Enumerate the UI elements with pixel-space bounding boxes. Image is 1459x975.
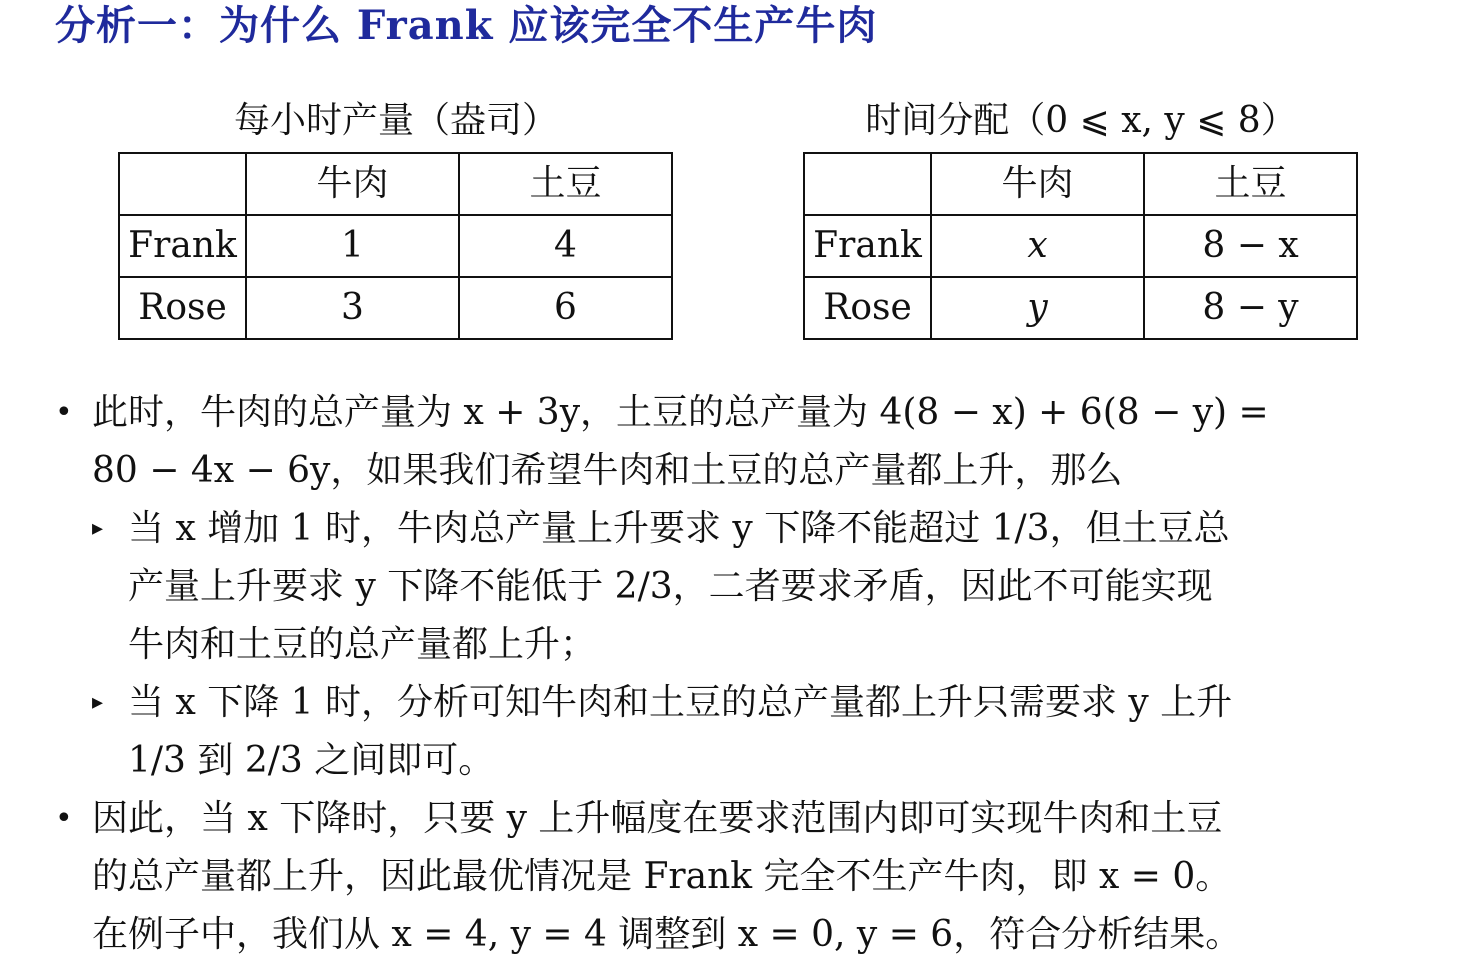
bullet-2-line-3: 在例子中，我们从 x = 4, y = 4 调整到 x = 0, y = 6，符合分析结果。	[92, 914, 1242, 955]
sub-bullet-2-line-1: 当 x 下降 1 时，分析可知牛肉和土豆的总产量都上升只需要求 y 上升	[128, 682, 1233, 723]
table-corner-cell	[804, 153, 931, 215]
table-row	[804, 277, 1357, 339]
bullet-dot-icon: •	[55, 395, 73, 430]
beef-value: y	[931, 277, 1144, 339]
beef-value: x	[931, 215, 1144, 277]
sub-bullet-triangle-icon: ▸	[92, 690, 104, 715]
table-row	[119, 215, 672, 277]
sub-bullet-1-line-2: 产量上升要求 y 下降不能低于 2/3，二者要求矛盾，因此不可能实现	[128, 566, 1213, 607]
potato-value: 4	[459, 215, 672, 277]
sub-bullet-triangle-icon: ▸	[92, 516, 104, 541]
table-corner-cell	[119, 153, 246, 215]
header-beef: 牛肉	[246, 153, 459, 215]
header-beef: 牛肉	[931, 153, 1144, 215]
table-row	[804, 215, 1357, 277]
table-row	[119, 277, 672, 339]
sub-bullet-1-line-1: 当 x 增加 1 时，牛肉总产量上升要求 y 下降不能超过 1/3，但土豆总	[128, 508, 1230, 549]
production-table	[118, 152, 673, 340]
bullet-dot-icon: •	[55, 801, 73, 836]
row-name: Frank	[804, 215, 931, 277]
table-header-row	[119, 153, 672, 215]
header-potato: 土豆	[1144, 153, 1357, 215]
row-name: Rose	[804, 277, 931, 339]
right-table-caption: 时间分配（0 ⩽ x, y ⩽ 8）	[865, 100, 1297, 141]
page-title: 分析一：为什么 Frank 应该完全不生产牛肉	[55, 2, 878, 49]
left-table-caption: 每小时产量（盎司）	[233, 100, 558, 141]
beef-value: 3	[246, 277, 459, 339]
potato-value: 8 − y	[1144, 277, 1357, 339]
sub-bullet-2-line-2: 1/3 到 2/3 之间即可。	[128, 740, 495, 781]
allocation-table	[803, 152, 1358, 340]
potato-value: 6	[459, 277, 672, 339]
header-potato: 土豆	[459, 153, 672, 215]
row-name: Frank	[119, 215, 246, 277]
bullet-2-line-1: 因此，当 x 下降时，只要 y 上升幅度在要求范围内即可实现牛肉和土豆	[92, 798, 1223, 839]
beef-value: 1	[246, 215, 459, 277]
bullet-1-line-2: 80 − 4x − 6y，如果我们希望牛肉和土豆的总产量都上升，那么	[92, 450, 1123, 491]
potato-value: 8 − x	[1144, 215, 1357, 277]
sub-bullet-1-line-3: 牛肉和土豆的总产量都上升；	[128, 624, 597, 665]
bullet-2-line-2: 的总产量都上升，因此最优情况是 Frank 完全不生产牛肉，即 x = 0。	[92, 856, 1232, 897]
table-header-row	[804, 153, 1357, 215]
bullet-1-line-1: 此时，牛肉的总产量为 x + 3y，土豆的总产量为 4(8 − x) + 6(8 − y) =	[92, 392, 1269, 433]
row-name: Rose	[119, 277, 246, 339]
